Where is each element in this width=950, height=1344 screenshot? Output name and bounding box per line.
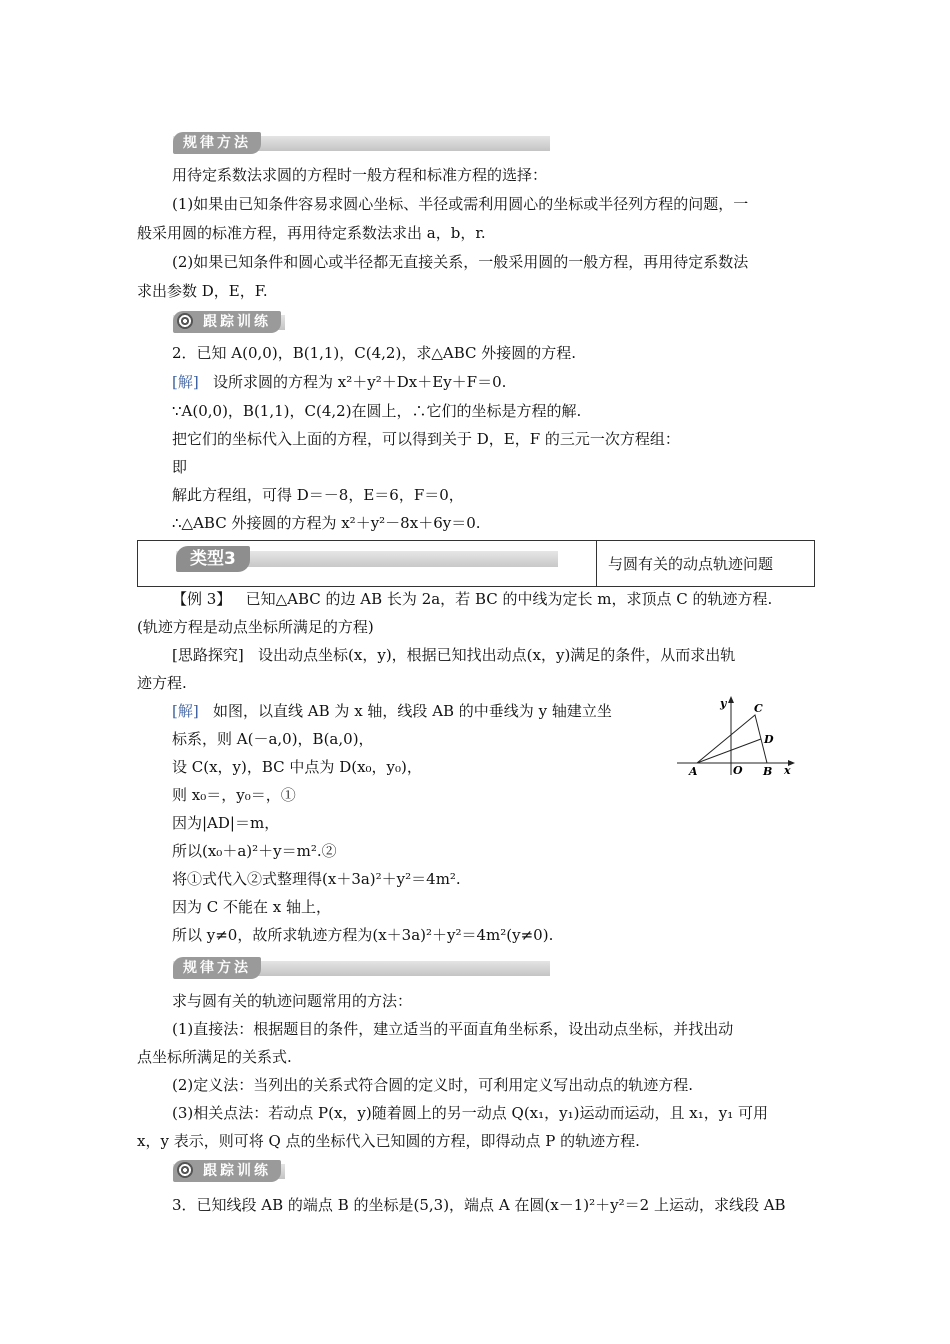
label-a: A	[689, 765, 698, 778]
method-header: 规律方法	[173, 132, 550, 154]
method-item: 求出参数 D，E，F.	[137, 282, 268, 300]
target-icon	[177, 313, 193, 329]
method-intro: 用待定系数法求圆的方程时一般方程和标准方程的选择：	[172, 166, 548, 184]
label-c: C	[754, 702, 763, 715]
solution-line: 因为|AD|＝m，	[172, 814, 280, 832]
solution-line: 所以(x₀＋a)²＋y＝m².②	[172, 842, 337, 860]
label-b: B	[763, 765, 773, 778]
label-d: D	[764, 733, 774, 746]
think-line: [思路探究] 设出动点坐标(x，y)，根据已知找出动点(x，y)满足的条件，从而求出轨	[172, 646, 736, 664]
label-x: x	[784, 764, 791, 777]
method-item: (3)相关点法：若动点 P(x，y)随着圆上的另一动点 Q(x₁，y₁)运动而运动，且 x₁，y₁ 可用	[172, 1104, 768, 1122]
solution-line: 将①式代入②式整理得(x＋3a)²＋y²＝4m².	[172, 870, 461, 888]
method-header: 规律方法	[173, 957, 550, 979]
solution-line: 则 x₀＝，y₀＝，①	[172, 786, 296, 804]
type-section-box	[137, 540, 815, 587]
solution-line: 把它们的坐标代入上面的方程，可以得到关于 D，E，F 的三元一次方程组：	[172, 430, 680, 448]
label-o: O	[733, 764, 743, 777]
median-ad	[697, 739, 761, 763]
solution-line: 解此方程组，可得 D＝－8，E＝6，F＝0，	[172, 486, 464, 504]
type-title: 与圆有关的动点轨迹问题	[608, 555, 774, 573]
solution-line: 设 C(x，y)，BC 中点为 D(x₀，y₀)，	[172, 758, 422, 776]
target-icon	[177, 1162, 193, 1178]
geometry-figure	[672, 695, 802, 780]
solution-line: 所以 y≠0，故所求轨迹方程为(x＋3a)²＋y²＝4m²(y≠0).	[172, 926, 554, 944]
type-badge: 类型3	[176, 546, 558, 572]
problem-stem: 3．已知线段 AB 的端点 B 的坐标是(5,3)，端点 A 在圆(x－1)²＋y²＝2 上运动，求线段 AB	[172, 1196, 786, 1214]
method-item: x，y 表示，则可将 Q 点的坐标代入已知圆的方程，即得动点 P 的轨迹方程.	[137, 1132, 640, 1150]
solution-line: ∵A(0,0)，B(1,1)，C(4,2)在圆上，∴它们的坐标是方程的解.	[172, 402, 582, 420]
think-line: 迹方程.	[137, 674, 187, 692]
solution-line: ∴△ABC 外接圆的方程为 x²＋y²－8x＋6y＝0.	[172, 514, 481, 532]
solution-line: 因为 C 不能在 x 轴上，	[172, 898, 332, 916]
method-item: (2)如果已知条件和圆心或半径都无直接关系，一般采用圆的一般方程，再用待定系数法	[172, 253, 749, 271]
solution-line: [解] 设所求圆的方程为 x²＋y²＋Dx＋Ey＋F＝0.	[172, 373, 507, 391]
example-stem: 【例 3】 已知△ABC 的边 AB 长为 2a，若 BC 的中线为定长 m，求顶点 C 的轨迹方程.	[172, 590, 773, 608]
solution-line: 标系，则 A(－a,0)，B(a,0)，	[172, 730, 374, 748]
method-item: (1)如果由已知条件容易求圆心坐标、半径或需利用圆心的坐标或半径列方程的问题，一	[172, 195, 749, 213]
method-item: (2)定义法：当列出的关系式符合圆的定义时，可利用定义写出动点的轨迹方程.	[172, 1076, 694, 1094]
method-item: 点坐标所满足的关系式.	[137, 1048, 292, 1066]
method-item: (1)直接法：根据题目的条件，建立适当的平面直角坐标系，设出动点坐标，并找出动	[172, 1020, 734, 1038]
practice-header: 跟踪训练	[173, 1160, 285, 1182]
method-intro: 求与圆有关的轨迹问题常用的方法：	[172, 992, 413, 1010]
problem-stem: 2．已知 A(0,0)，B(1,1)，C(4,2)，求△ABC 外接圆的方程.	[172, 344, 577, 362]
label-y: y	[720, 697, 727, 710]
example-stem: (轨迹方程是动点坐标所满足的方程)	[137, 618, 374, 636]
triangle-abc	[697, 715, 767, 763]
solution-line: 即	[172, 458, 188, 476]
practice-header: 跟踪训练	[173, 311, 285, 333]
method-item: 般采用圆的标准方程，再用待定系数法求出 a，b，r.	[137, 224, 486, 242]
solution-line: [解] 如图，以直线 AB 为 x 轴，线段 AB 的中垂线为 y 轴建立坐	[172, 702, 612, 720]
